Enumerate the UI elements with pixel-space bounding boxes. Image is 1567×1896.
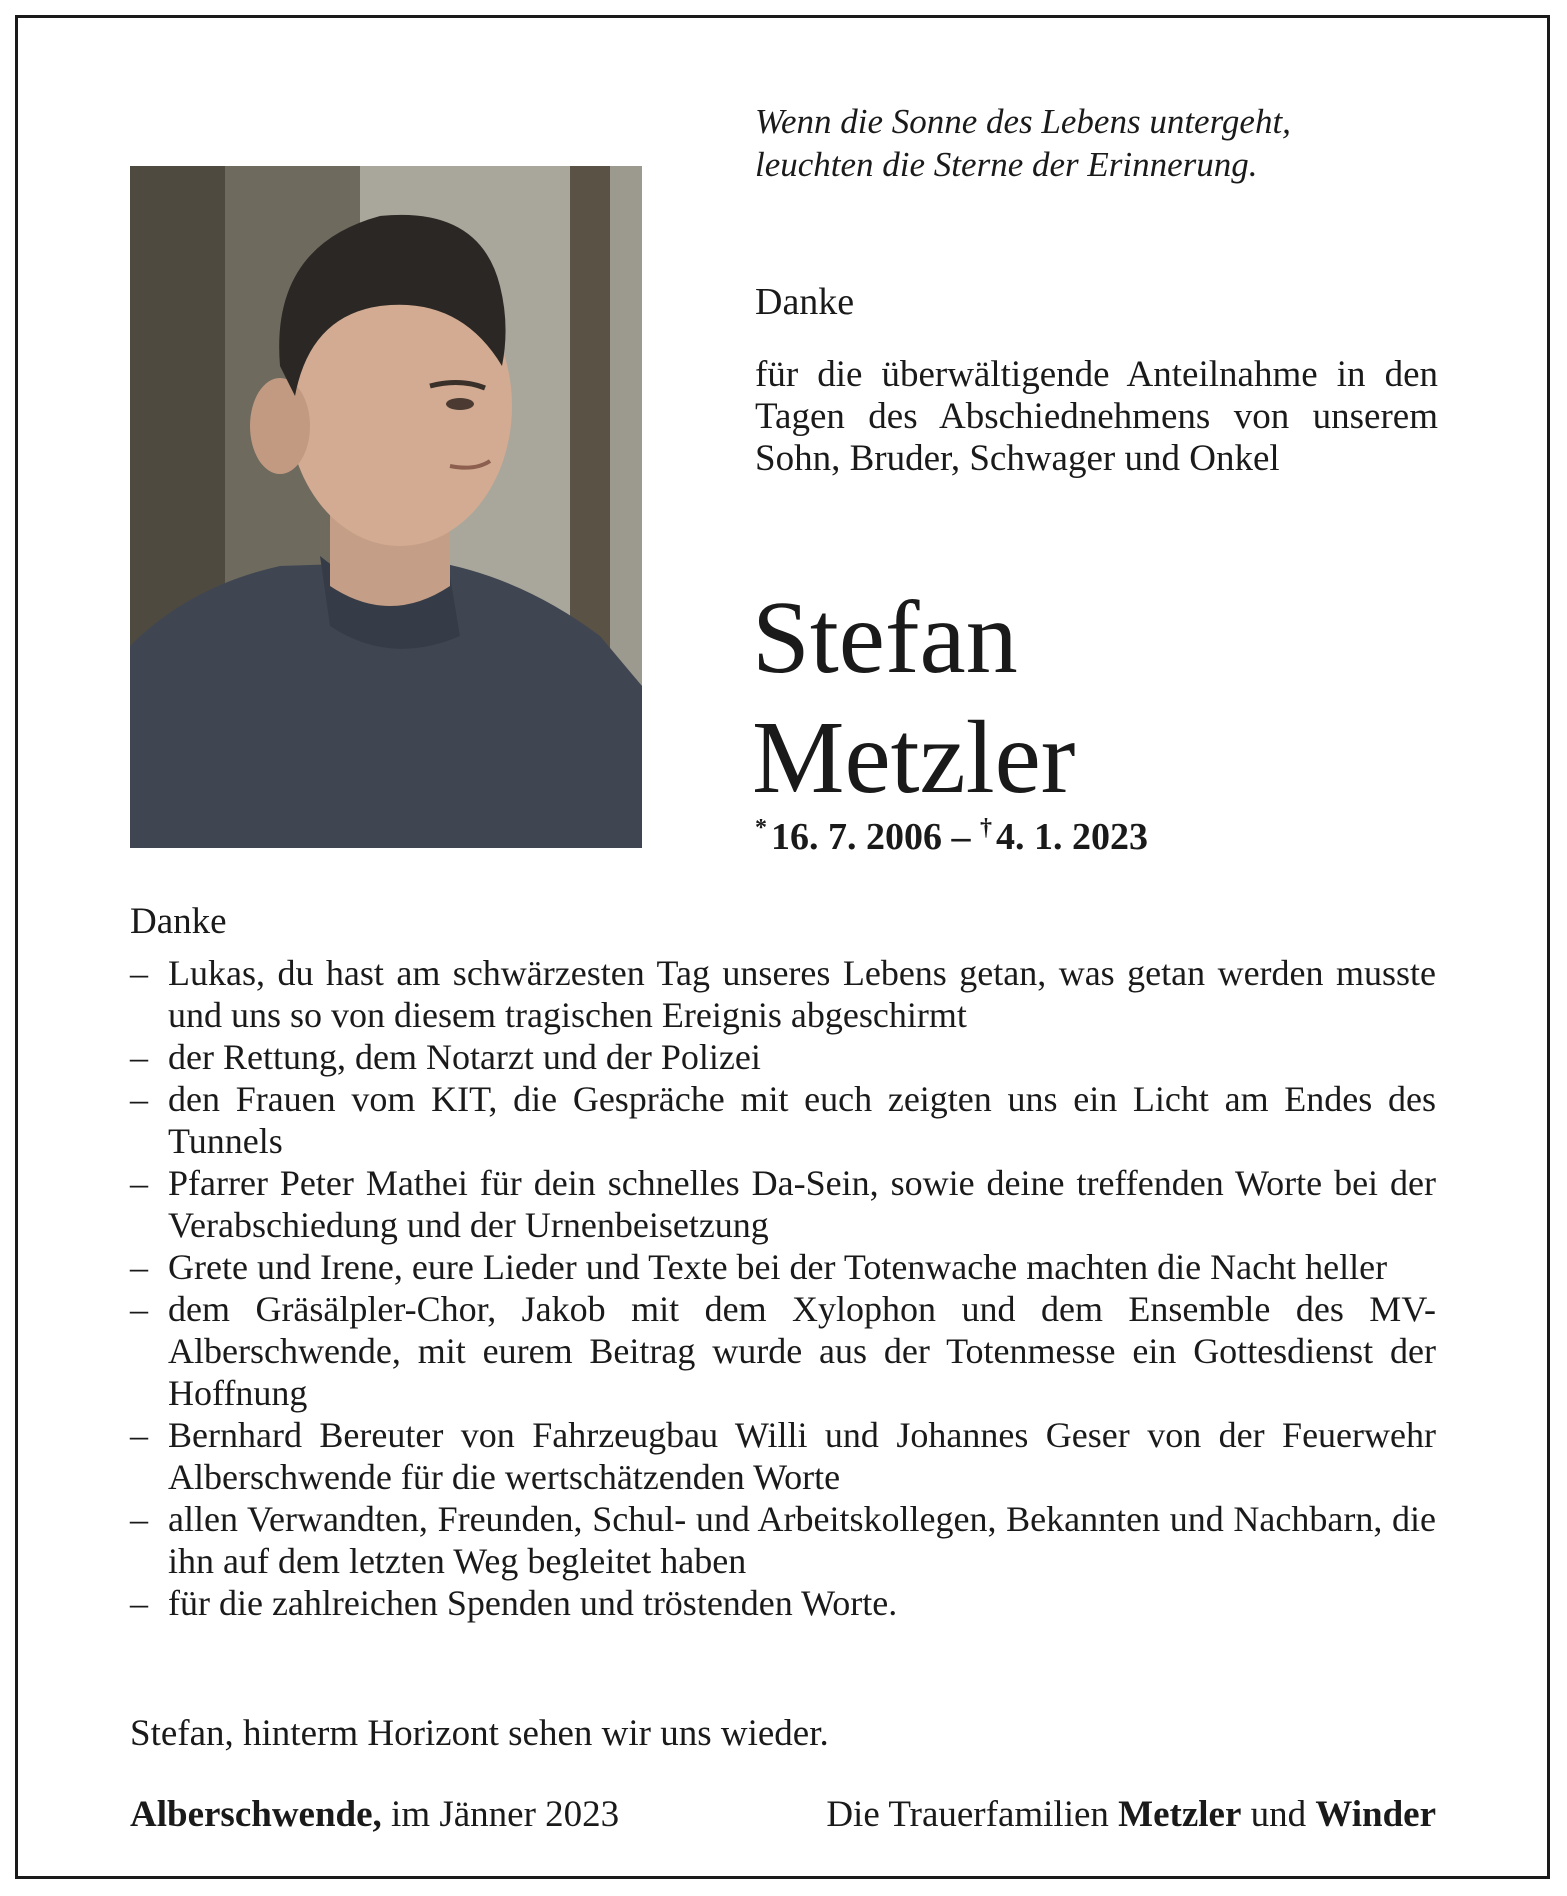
families-prefix: Die Trauerfamilien	[826, 1794, 1109, 1835]
list-item	[130, 1498, 1436, 1582]
intro-heading: Danke	[755, 281, 855, 323]
list-item	[130, 1582, 1436, 1624]
list-item-text: der Rettung, dem Notarzt und der Polizei	[168, 1037, 761, 1077]
first-name: Stefan	[752, 580, 1018, 695]
family-name-1: Metzler	[1118, 1794, 1242, 1835]
list-item-text: Lukas, du hast am schwärzesten Tag unseres Lebens getan, was getan werden musste und uns so von diesem tragischen Ereignis abgeschirmt	[168, 953, 1436, 1035]
list-item	[130, 1246, 1436, 1288]
footer-place: Alberschwende,	[130, 1794, 382, 1835]
death-symbol: †	[980, 815, 992, 841]
list-dash: –	[130, 1499, 148, 1539]
footer	[130, 1793, 1436, 1836]
list-item	[130, 1162, 1436, 1246]
closing-line: Stefan, hinterm Horizont sehen wir uns wieder.	[130, 1713, 829, 1754]
birth-symbol: *	[755, 815, 767, 841]
motto-quote	[755, 100, 1445, 186]
portrait-illustration	[130, 166, 642, 848]
thanks-list	[130, 952, 1436, 1624]
death-date: 4. 1. 2023	[996, 816, 1148, 858]
list-dash: –	[130, 953, 148, 993]
list-dash: –	[130, 1289, 148, 1329]
families-conjunction: und	[1250, 1794, 1307, 1835]
list-item	[130, 952, 1436, 1036]
list-item-text: dem Gräsälpler-Chor, Jakob mit dem Xylophon und dem Ensemble des MV-Alberschwende, mit eurem Beitrag wurde aus der Totenmesse ein Gottesdienst der Hoffnung	[168, 1289, 1436, 1413]
motto-line-1: Wenn die Sonne des Lebens untergeht,	[755, 102, 1291, 141]
family-name-2: Winder	[1315, 1794, 1436, 1835]
list-item	[130, 1288, 1436, 1414]
list-dash: –	[130, 1079, 148, 1119]
thanks-heading: Danke	[130, 901, 227, 942]
motto-line-2: leuchten die Sterne der Erinnerung.	[755, 145, 1258, 184]
life-dates	[755, 815, 1148, 859]
list-item-text: Bernhard Bereuter von Fahrzeugbau Willi und Johannes Geser von der Feuerwehr Alberschwende für die wertschätzenden Worte	[168, 1415, 1436, 1497]
list-dash: –	[130, 1247, 148, 1287]
date-separator: –	[951, 816, 971, 858]
birth-date: 16. 7. 2006	[771, 816, 942, 858]
intro-text: für die überwältigende Anteilnahme in den Tagen des Abschiednehmens von unserem Sohn, Bruder, Schwager und Onkel	[755, 354, 1438, 479]
portrait-photo	[130, 166, 642, 848]
list-item-text: Pfarrer Peter Mathei für dein schnelles Da-Sein, sowie deine treffenden Worte bei der Verabschiedung und der Urnenbeisetzung	[168, 1163, 1436, 1245]
list-dash: –	[130, 1415, 148, 1455]
list-item	[130, 1036, 1436, 1078]
list-item-text: allen Verwandten, Freunden, Schul- und Arbeitskollegen, Bekannten und Nachbarn, die ihn auf dem letzten Weg begleitet haben	[168, 1499, 1436, 1581]
list-item-text: für die zahlreichen Spenden und tröstenden Worte.	[168, 1583, 898, 1623]
last-name: Metzler	[752, 700, 1076, 815]
list-dash: –	[130, 1583, 148, 1623]
list-item-text: Grete und Irene, eure Lieder und Texte bei der Totenwache machten die Nacht heller	[168, 1247, 1388, 1287]
list-item-text: den Frauen vom KIT, die Gespräche mit euch zeigten uns ein Licht am Endes des Tunnels	[168, 1079, 1436, 1161]
list-dash: –	[130, 1163, 148, 1203]
deceased-name	[752, 578, 1075, 818]
list-dash: –	[130, 1037, 148, 1077]
footer-place-date	[130, 1793, 619, 1836]
list-item	[130, 1078, 1436, 1162]
footer-families	[826, 1793, 1436, 1836]
footer-date: im Jänner 2023	[391, 1794, 620, 1835]
list-item	[130, 1414, 1436, 1498]
